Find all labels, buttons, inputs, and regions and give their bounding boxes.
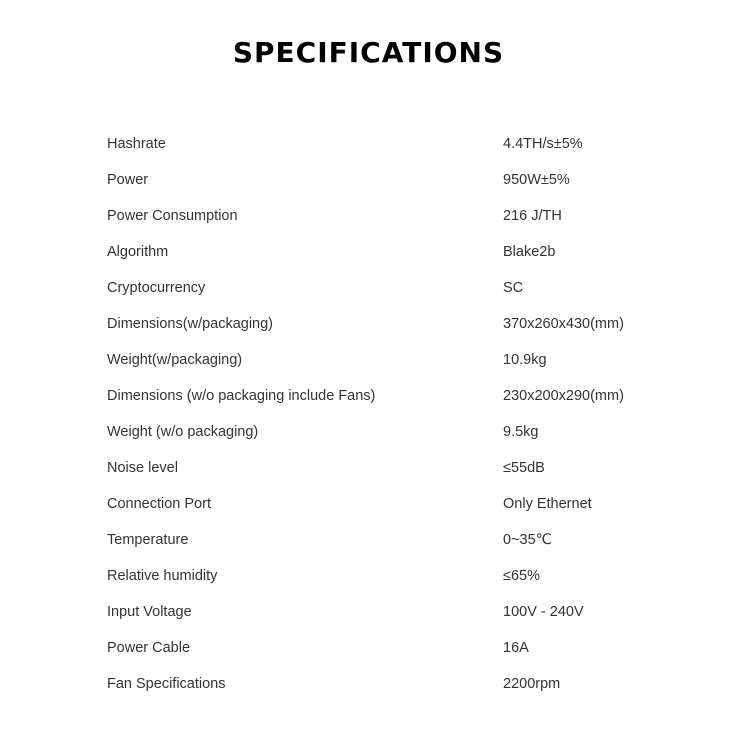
spec-value: 370x260x430(mm) — [503, 316, 624, 332]
spec-value: 950W±5% — [503, 172, 570, 188]
specifications-table — [107, 126, 667, 702]
spec-row-power-cable — [107, 630, 667, 666]
spec-label: Noise level — [107, 460, 178, 476]
spec-value: 16A — [503, 640, 529, 656]
spec-row-fan-specifications — [107, 666, 667, 702]
spec-value: 4.4TH/s±5% — [503, 136, 583, 152]
spec-value: Only Ethernet — [503, 496, 592, 512]
spec-label: Weight (w/o packaging) — [107, 424, 259, 440]
spec-value: ≤65% — [503, 568, 540, 584]
spec-row-hashrate — [107, 126, 667, 162]
spec-value: ≤55dB — [503, 460, 545, 476]
spec-row-weight-no-packaging — [107, 414, 667, 450]
spec-label: Relative humidity — [107, 568, 218, 584]
spec-row-cryptocurrency — [107, 270, 667, 306]
spec-value: 10.9kg — [503, 352, 547, 368]
spec-row-algorithm — [107, 234, 667, 270]
spec-row-power — [107, 162, 667, 198]
spec-row-dimensions-packaging — [107, 306, 667, 342]
spec-label: Dimensions(w/packaging) — [107, 316, 274, 332]
spec-row-weight-packaging — [107, 342, 667, 378]
spec-label: Power Cable — [107, 640, 191, 656]
spec-row-noise-level — [107, 450, 667, 486]
spec-value: Blake2b — [503, 244, 556, 260]
spec-value: 0~35℃ — [503, 532, 552, 548]
spec-value: 9.5kg — [503, 424, 539, 440]
spec-value: 100V - 240V — [503, 604, 584, 620]
spec-row-input-voltage — [107, 594, 667, 630]
spec-label: Power — [107, 172, 149, 188]
spec-label: Power Consumption — [107, 208, 238, 224]
spec-value: 2200rpm — [503, 676, 561, 692]
page-title: SPECIFICATIONS — [232, 36, 505, 69]
spec-label: Connection Port — [107, 496, 211, 512]
spec-label: Fan Specifications — [107, 676, 226, 692]
spec-label: Temperature — [107, 532, 189, 548]
spec-value: 216 J/TH — [503, 208, 562, 224]
spec-row-temperature — [107, 522, 667, 558]
spec-label: Cryptocurrency — [107, 280, 206, 296]
spec-label: Hashrate — [107, 136, 166, 152]
spec-row-dimensions-no-packaging — [107, 378, 667, 414]
spec-value: 230x200x290(mm) — [503, 388, 624, 404]
spec-label: Weight(w/packaging) — [107, 352, 243, 368]
spec-row-relative-humidity — [107, 558, 667, 594]
spec-row-connection-port — [107, 486, 667, 522]
spec-value: SC — [503, 280, 524, 296]
spec-row-power-consumption — [107, 198, 667, 234]
spec-label: Input Voltage — [107, 604, 192, 620]
spec-label: Algorithm — [107, 244, 169, 260]
spec-label: Dimensions (w/o packaging include Fans) — [107, 388, 376, 404]
